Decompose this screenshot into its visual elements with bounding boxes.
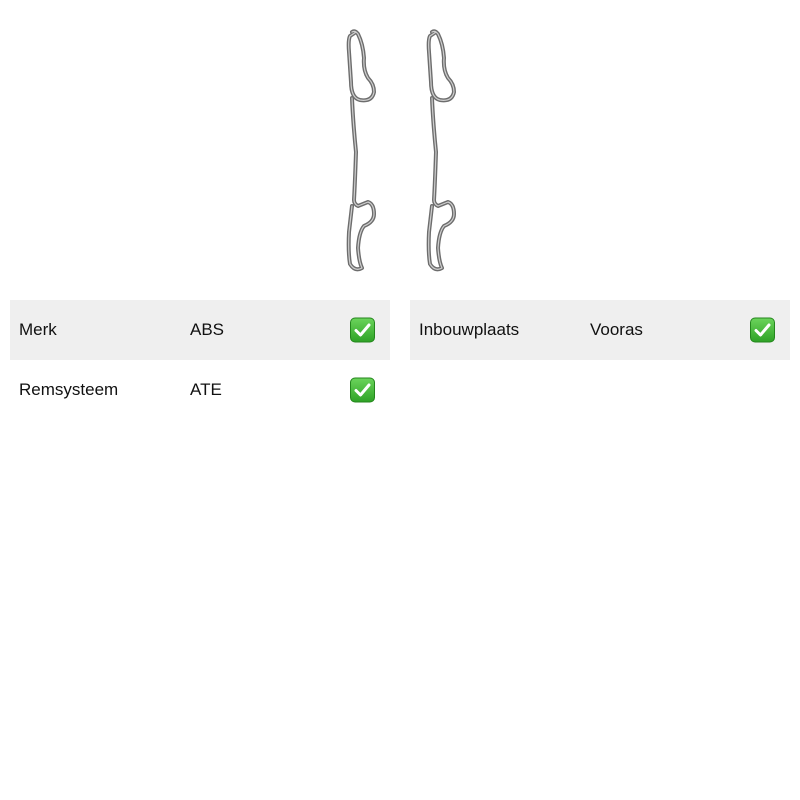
- spec-row-inbouwplaats: [410, 300, 790, 360]
- spec-table-right: [410, 300, 790, 360]
- spec-label: Merk: [19, 320, 57, 339]
- brake-spring-clips-icon: [330, 22, 470, 280]
- spec-value: ATE: [190, 380, 222, 399]
- spec-value: ABS: [190, 320, 225, 339]
- spec-value: Vooras: [590, 320, 643, 339]
- product-image: [330, 22, 470, 280]
- spec-row-merk: [10, 300, 390, 360]
- check-mark-icon: [750, 318, 775, 343]
- check-mark-icon: [350, 318, 375, 343]
- spec-label: Inbouwplaats: [419, 320, 520, 339]
- spec-label: Remsysteem: [19, 380, 119, 399]
- spec-table-left: [10, 300, 390, 420]
- check-mark-icon: [350, 378, 375, 403]
- spec-row-remsysteem: [10, 360, 390, 420]
